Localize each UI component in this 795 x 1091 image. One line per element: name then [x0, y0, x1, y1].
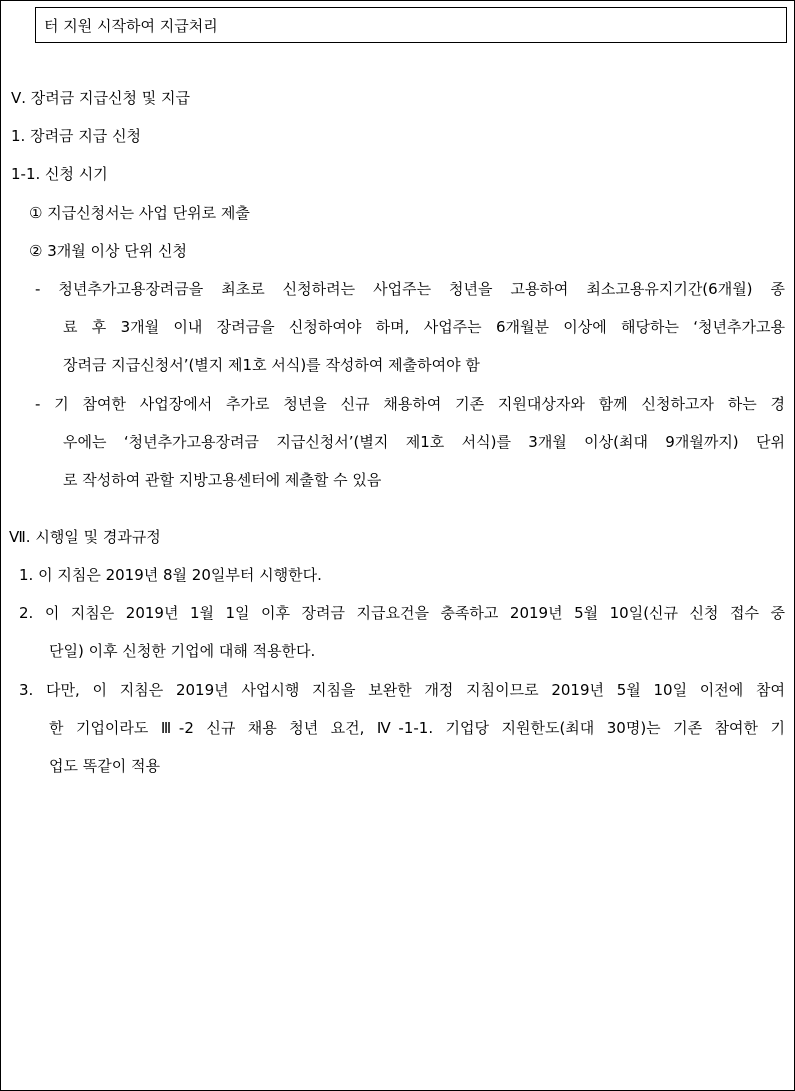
section5-sub1-1: 1-1. 신청 시기 [11, 165, 108, 183]
bullet2-line2: 우에는 ‘청년추가고용장려금 지급신청서’(별지 제1호 서식)를 3개월 이상(최대 9개월까지) 단위 [63, 433, 785, 451]
section7-item2-line2: 단일) 이후 신청한 기업에 대해 적용한다. [49, 642, 316, 660]
section7-heading: Ⅶ. 시행일 및 경과규정 [9, 528, 161, 546]
section7-item2-line1: 2. 이 지침은 2019년 1월 1일 이후 장려금 지급요건을 충족하고 2019년 5월 10일(신규 신청 접수 중 [19, 604, 785, 622]
section5-sub1: 1. 장려금 지급 신청 [11, 127, 142, 145]
section5-item2: ② 3개월 이상 단위 신청 [29, 242, 187, 260]
top-box [35, 7, 787, 43]
section7-item3-line2: 한 기업이라도 Ⅲ-2 신규 채용 청년 요건, Ⅳ-1-1. 기업당 지원한도(최대 30명)는 기존 참여한 기 [49, 719, 785, 737]
top-box-text: 터 지원 시작하여 지급처리 [44, 16, 218, 35]
section7-item3-line1: 3. 다만, 이 지침은 2019년 사업시행 지침을 보완한 개정 지침이므로 2019년 5월 10일 이전에 참여 [19, 681, 785, 699]
section7-item1: 1. 이 지침은 2019년 8월 20일부터 시행한다. [19, 566, 322, 584]
bullet2-line1: - 기 참여한 사업장에서 추가로 청년을 신규 채용하여 기존 지원대상자와 함께 신청하고자 하는 경 [35, 395, 785, 413]
bullet2-line3: 로 작성하여 관할 지방고용센터에 제출할 수 있음 [63, 471, 382, 489]
bullet1-line3: 장려금 지급신청서’(별지 제1호 서식)를 작성하여 제출하여야 함 [63, 356, 480, 374]
section5-heading: Ⅴ. 장려금 지급신청 및 지급 [11, 89, 191, 107]
section5-item1: ① 지급신청서는 사업 단위로 제출 [29, 204, 250, 222]
bullet1-line1: - 청년추가고용장려금을 최초로 신청하려는 사업주는 청년을 고용하여 최소고용유지기간(6개월) 종 [35, 280, 785, 298]
bullet1-line2: 료 후 3개월 이내 장려금을 신청하여야 하며, 사업주는 6개월분 이상에 해당하는 ‘청년추가고용 [63, 318, 785, 336]
section7-item3-line3: 업도 똑같이 적용 [49, 757, 160, 775]
